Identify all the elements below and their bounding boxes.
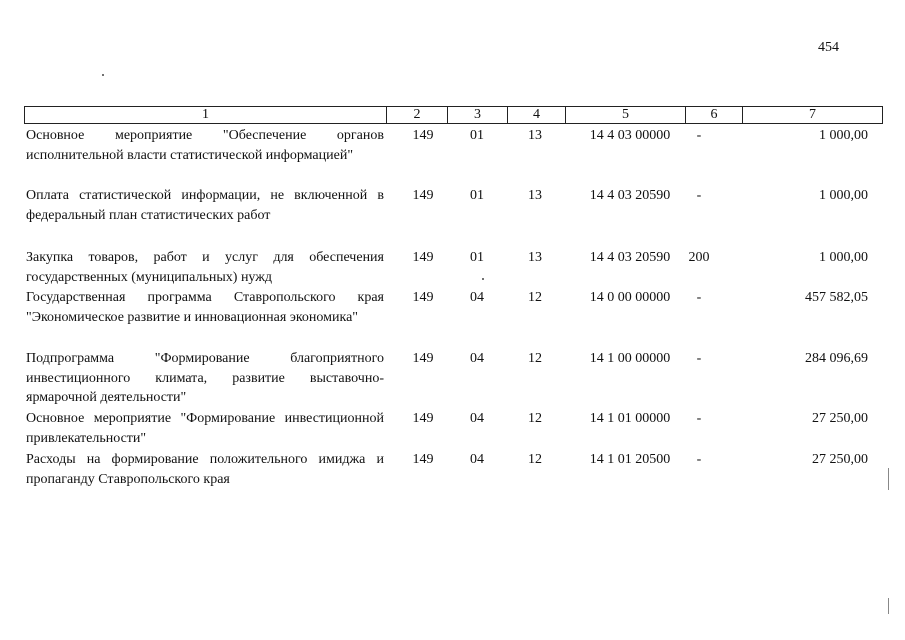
column-header-7: 7: [743, 107, 883, 124]
row-section: 04: [470, 351, 484, 366]
row-expense-type: -: [696, 452, 702, 467]
column-header-4: 4: [508, 107, 566, 124]
column-header-2: 2: [387, 107, 448, 124]
row-name: Государственная программа Ставропольского края "Экономическое развитие и инновационная экономика": [26, 290, 384, 325]
scan-speck: [482, 278, 484, 280]
page-number: 454: [818, 40, 839, 55]
row-code: 149: [412, 351, 434, 366]
row-code: 149: [412, 411, 434, 426]
row-name: Расходы на формирование положительного имиджа и пропаганду Ставропольского края: [26, 452, 384, 487]
row-amount: 27 250,00: [812, 411, 868, 426]
row-section: 04: [470, 452, 484, 467]
row-subsection: 12: [528, 290, 542, 305]
row-name: Основное мероприятие "Обеспечение органов исполнительной власти статистической информацией": [26, 128, 384, 163]
row-target-code: 14 4 03 20590: [589, 250, 671, 265]
row-target-code: 14 1 00 00000: [589, 351, 671, 366]
row-section: 04: [470, 290, 484, 305]
row-code: 149: [412, 452, 434, 467]
scan-speck: [102, 74, 104, 76]
row-expense-type: -: [696, 188, 702, 203]
scan-edge-line: [888, 468, 889, 490]
row-section: 01: [470, 188, 484, 203]
row-amount: 1 000,00: [819, 250, 868, 265]
column-header-1: 1: [25, 107, 387, 124]
row-target-code: 14 4 03 00000: [589, 128, 671, 143]
row-amount: 1 000,00: [819, 128, 868, 143]
row-code: 149: [412, 290, 434, 305]
column-header-3: 3: [448, 107, 508, 124]
column-header-row: [25, 107, 883, 124]
row-subsection: 12: [528, 351, 542, 366]
row-subsection: 13: [528, 188, 542, 203]
scan-edge-line: [888, 598, 889, 614]
row-expense-type: -: [696, 411, 702, 426]
row-name: Закупка товаров, работ и услуг для обеспечения государственных (муниципальных) нужд: [26, 250, 384, 285]
row-amount: 27 250,00: [812, 452, 868, 467]
row-code: 149: [412, 250, 434, 265]
row-amount: 457 582,05: [805, 290, 868, 305]
row-subsection: 12: [528, 452, 542, 467]
row-target-code: 14 1 01 20500: [589, 452, 671, 467]
row-target-code: 14 1 01 00000: [589, 411, 671, 426]
column-header-5: 5: [566, 107, 686, 124]
row-section: 01: [470, 128, 484, 143]
row-expense-type: -: [696, 290, 702, 305]
row-subsection: 12: [528, 411, 542, 426]
row-name: Подпрограмма "Формирование благоприятного инвестиционного климата, развитие выставочно-ярмарочной деятельности": [26, 351, 384, 405]
row-name: Оплата статистической информации, не включенной в федеральный план статистических работ: [26, 188, 384, 223]
row-amount: 1 000,00: [819, 188, 868, 203]
row-name: Основное мероприятие "Формирование инвестиционной привлекательности": [26, 411, 384, 446]
row-section: 01: [470, 250, 484, 265]
row-subsection: 13: [528, 128, 542, 143]
row-target-code: 14 0 00 00000: [589, 290, 671, 305]
row-amount: 284 096,69: [805, 351, 868, 366]
row-expense-type: 200: [688, 250, 710, 265]
row-target-code: 14 4 03 20590: [589, 188, 671, 203]
column-header-table: [24, 106, 883, 124]
row-expense-type: -: [696, 128, 702, 143]
row-expense-type: -: [696, 351, 702, 366]
row-code: 149: [412, 128, 434, 143]
row-section: 04: [470, 411, 484, 426]
column-header-6: 6: [686, 107, 743, 124]
row-subsection: 13: [528, 250, 542, 265]
row-code: 149: [412, 188, 434, 203]
